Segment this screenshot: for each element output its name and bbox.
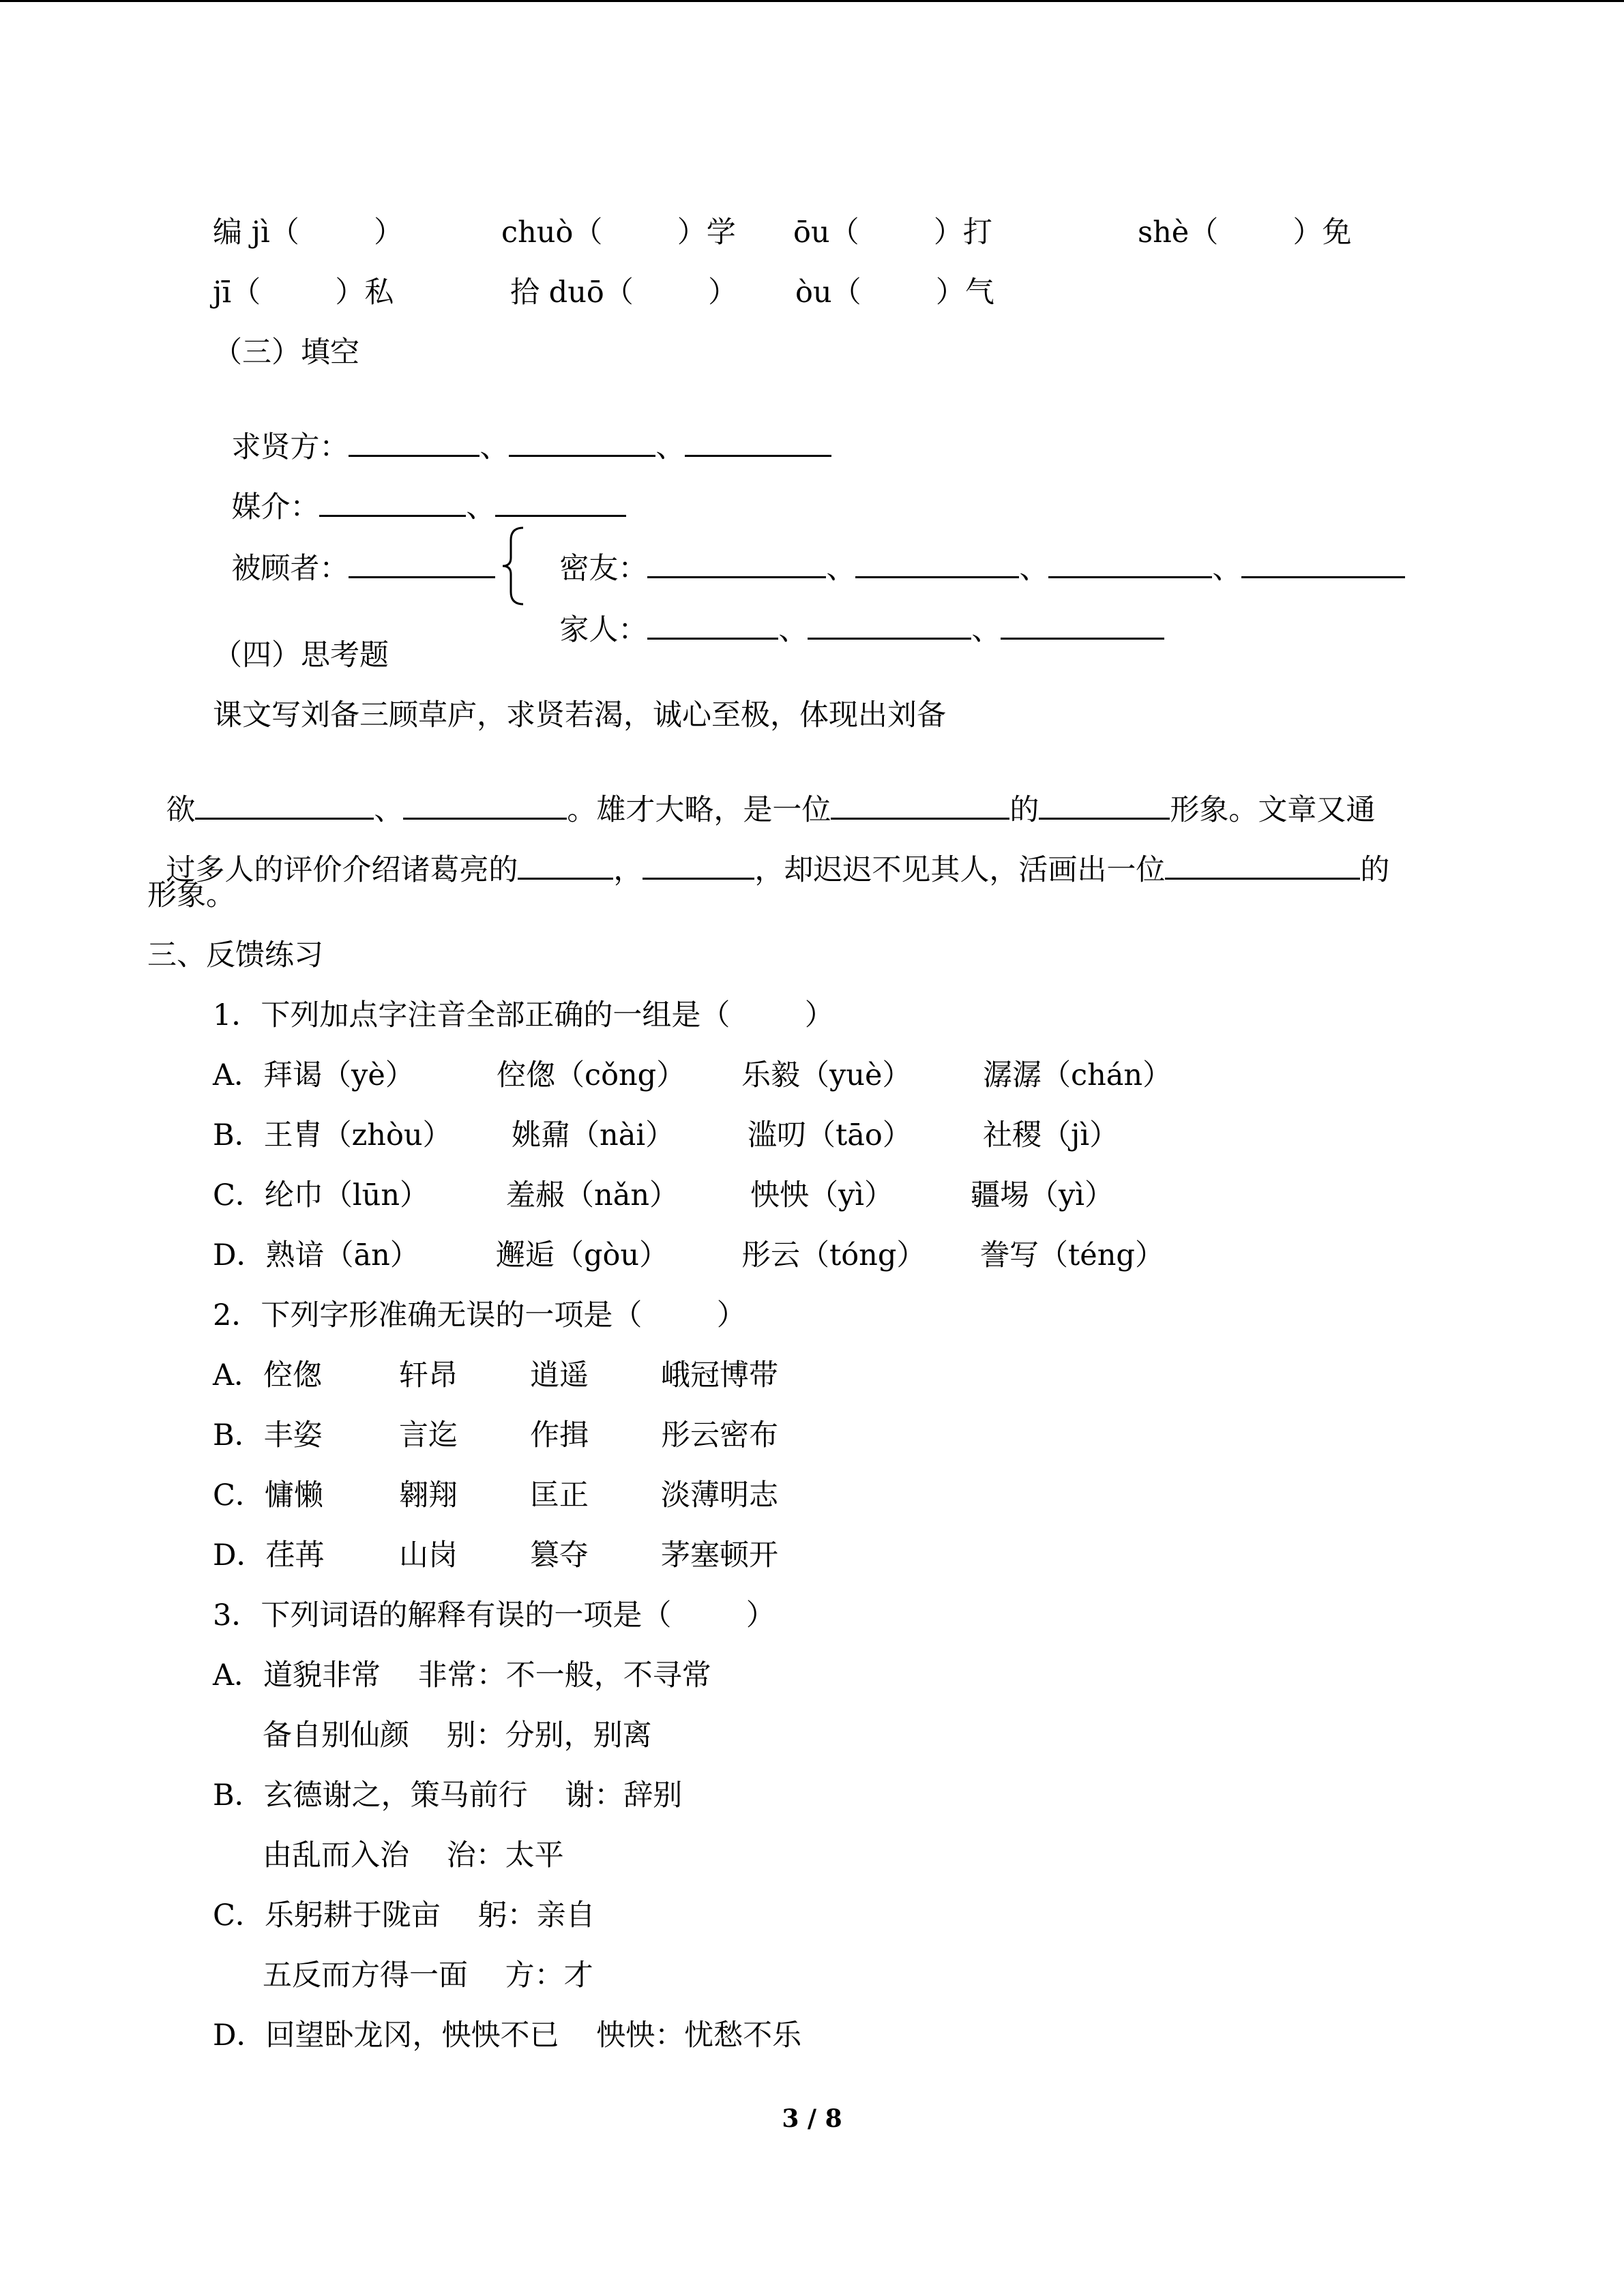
question-stem: 2．下列字形准确无误的一项是（ ） bbox=[213, 1298, 746, 1332]
answer-blank[interactable] bbox=[1039, 790, 1170, 820]
text: ， bbox=[613, 853, 643, 887]
option-b-line2: 由乱而入治 治：太平 bbox=[263, 1838, 564, 1873]
option-b-item: 彤云密布 bbox=[661, 1418, 778, 1452]
option-d-item: 篡夺 bbox=[530, 1538, 589, 1572]
pinyin-item: 编 jì（ ） bbox=[213, 215, 404, 250]
question-stem: 1．下列加点字注音全部正确的一组是（ ） bbox=[213, 998, 834, 1032]
separator: 、 bbox=[1019, 552, 1049, 586]
fill-line-miyou bbox=[541, 520, 1405, 584]
text: 过多人的评价介绍诸葛亮的 bbox=[166, 853, 518, 887]
paragraph-line bbox=[147, 821, 1389, 885]
pinyin-item: 拾 duō（ ） bbox=[510, 275, 738, 310]
option-c-line2: 五反而方得一面 方：才 bbox=[263, 1958, 593, 1993]
page-number: 3 / 8 bbox=[782, 2104, 842, 2133]
option-c[interactable]: C．乐躬耕于陇亩 躬：亲自 bbox=[213, 1898, 595, 1933]
option-b-item: 作揖 bbox=[530, 1418, 589, 1452]
option-b-item: 滥叨（tāo） bbox=[748, 1118, 912, 1152]
answer-blank[interactable] bbox=[647, 549, 826, 578]
option-d-item: 彤云（tóng） bbox=[741, 1238, 926, 1272]
answer-blank[interactable] bbox=[808, 610, 971, 640]
option-a-item: 峨冠博带 bbox=[661, 1358, 778, 1392]
option-a-item: 轩昂 bbox=[399, 1358, 458, 1392]
brace-icon bbox=[500, 525, 527, 607]
section-heading: （三）填空 bbox=[213, 336, 359, 370]
label: 被顾者： bbox=[231, 552, 349, 586]
answer-blank[interactable] bbox=[647, 610, 778, 640]
answer-blank[interactable] bbox=[1241, 549, 1405, 578]
answer-blank[interactable] bbox=[685, 428, 831, 457]
fill-line-meijie bbox=[213, 458, 626, 522]
separator: 、 bbox=[479, 430, 510, 464]
pinyin-item: chuò（ ）学 bbox=[501, 215, 736, 250]
answer-blank[interactable] bbox=[643, 850, 754, 880]
fill-line-beigu bbox=[213, 520, 495, 584]
separator: 、 bbox=[655, 430, 685, 464]
option-d-item: 山岗 bbox=[399, 1538, 458, 1572]
option-c-item: 疆埸（yì） bbox=[971, 1178, 1114, 1212]
answer-blank[interactable] bbox=[319, 488, 466, 517]
separator: 、 bbox=[374, 793, 404, 827]
answer-blank[interactable] bbox=[518, 850, 613, 880]
option-b[interactable]: B．玄德谢之，策马前行 谢：辞别 bbox=[213, 1778, 683, 1813]
pinyin-item: ōu（ ）打 bbox=[793, 215, 992, 250]
option-d-item: 誊写（téng） bbox=[980, 1238, 1164, 1272]
option-c-item: 羞赧（nǎn） bbox=[506, 1178, 679, 1212]
answer-blank[interactable] bbox=[349, 549, 495, 578]
option-a-item: 倥偬（cǒng） bbox=[497, 1058, 686, 1092]
option-b[interactable]: B．王胄（zhòu） bbox=[213, 1118, 452, 1152]
option-d-item: 邂逅（gòu） bbox=[496, 1238, 669, 1272]
answer-blank[interactable] bbox=[403, 790, 567, 820]
option-a[interactable]: A．拜谒（yè） bbox=[213, 1058, 415, 1092]
option-c[interactable]: C．慵懒 bbox=[213, 1478, 323, 1512]
pinyin-item: shè（ ）免 bbox=[1138, 215, 1352, 250]
answer-blank[interactable] bbox=[495, 488, 626, 517]
option-a[interactable]: A．倥偬 bbox=[213, 1358, 323, 1392]
option-b-item: 言迄 bbox=[399, 1418, 458, 1452]
answer-blank[interactable] bbox=[195, 790, 374, 820]
option-c-item: 淡薄明志 bbox=[661, 1478, 778, 1512]
separator: 、 bbox=[466, 490, 496, 524]
option-a-item: 乐毅（yuè） bbox=[741, 1058, 912, 1092]
label: 媒介： bbox=[231, 490, 320, 524]
text: 的 bbox=[1360, 853, 1390, 887]
answer-blank[interactable] bbox=[1165, 850, 1360, 880]
option-d[interactable]: D．熟谙（ān） bbox=[213, 1238, 419, 1272]
option-a-line2: 备自别仙颜 别：分别，别离 bbox=[263, 1718, 652, 1753]
option-c-item: 翱翔 bbox=[399, 1478, 458, 1512]
fill-line-qiuxian bbox=[213, 398, 831, 462]
paragraph-line: 课文写刘备三顾草庐，求贤若渴，诚心至极，体现出刘备 bbox=[213, 698, 946, 732]
pinyin-item: òu（ ）气 bbox=[795, 275, 994, 310]
option-c-item: 匡正 bbox=[530, 1478, 589, 1512]
option-c[interactable]: C．纶巾（lūn） bbox=[213, 1178, 430, 1212]
answer-blank[interactable] bbox=[509, 428, 655, 457]
option-d-item: 茅塞顿开 bbox=[661, 1538, 778, 1572]
label: 求贤方： bbox=[231, 430, 349, 464]
question-stem: 3．下列词语的解释有误的一项是（ ） bbox=[213, 1598, 776, 1632]
text: 的 bbox=[1009, 793, 1039, 827]
text: 形象。文章又通 bbox=[1170, 793, 1376, 827]
option-b-item: 姚鼐（nài） bbox=[512, 1118, 675, 1152]
separator: 、 bbox=[778, 613, 808, 647]
text: ，却迟迟不见其人，活画出一位 bbox=[754, 853, 1166, 887]
option-c-item: 怏怏（yì） bbox=[750, 1178, 894, 1212]
fill-line-jiaren bbox=[541, 581, 1164, 645]
option-d[interactable]: D．回望卧龙冈，怏怏不已 怏怏：忧愁不乐 bbox=[213, 2018, 802, 2053]
paragraph-line: 形象。 bbox=[147, 878, 235, 912]
text: 欲 bbox=[166, 793, 196, 827]
option-a-item: 逍遥 bbox=[530, 1358, 589, 1392]
option-a-item: 潺潺（chán） bbox=[983, 1058, 1172, 1092]
label: 密友： bbox=[559, 552, 648, 586]
answer-blank[interactable] bbox=[831, 790, 1009, 820]
page-top-border bbox=[0, 0, 1624, 2]
answer-blank[interactable] bbox=[855, 549, 1019, 578]
separator: 、 bbox=[826, 552, 856, 586]
separator: 、 bbox=[971, 613, 1001, 647]
label: 家人： bbox=[559, 613, 648, 647]
option-d[interactable]: D．荏苒 bbox=[213, 1538, 325, 1572]
pinyin-item: jī（ ）私 bbox=[213, 275, 394, 310]
answer-blank[interactable] bbox=[349, 428, 479, 457]
option-a[interactable]: A．道貌非常 非常：不一般，不寻常 bbox=[213, 1658, 711, 1693]
answer-blank[interactable] bbox=[1001, 610, 1164, 640]
section-heading: （四）思考题 bbox=[213, 638, 389, 672]
text: 。雄才大略，是一位 bbox=[567, 793, 831, 827]
option-b-item: 社稷（jì） bbox=[983, 1118, 1119, 1152]
section-title: 三、反馈练习 bbox=[147, 938, 323, 972]
answer-blank[interactable] bbox=[1048, 549, 1212, 578]
paragraph-line bbox=[147, 761, 1375, 825]
separator: 、 bbox=[1212, 552, 1242, 586]
option-b[interactable]: B．丰姿 bbox=[213, 1418, 323, 1452]
